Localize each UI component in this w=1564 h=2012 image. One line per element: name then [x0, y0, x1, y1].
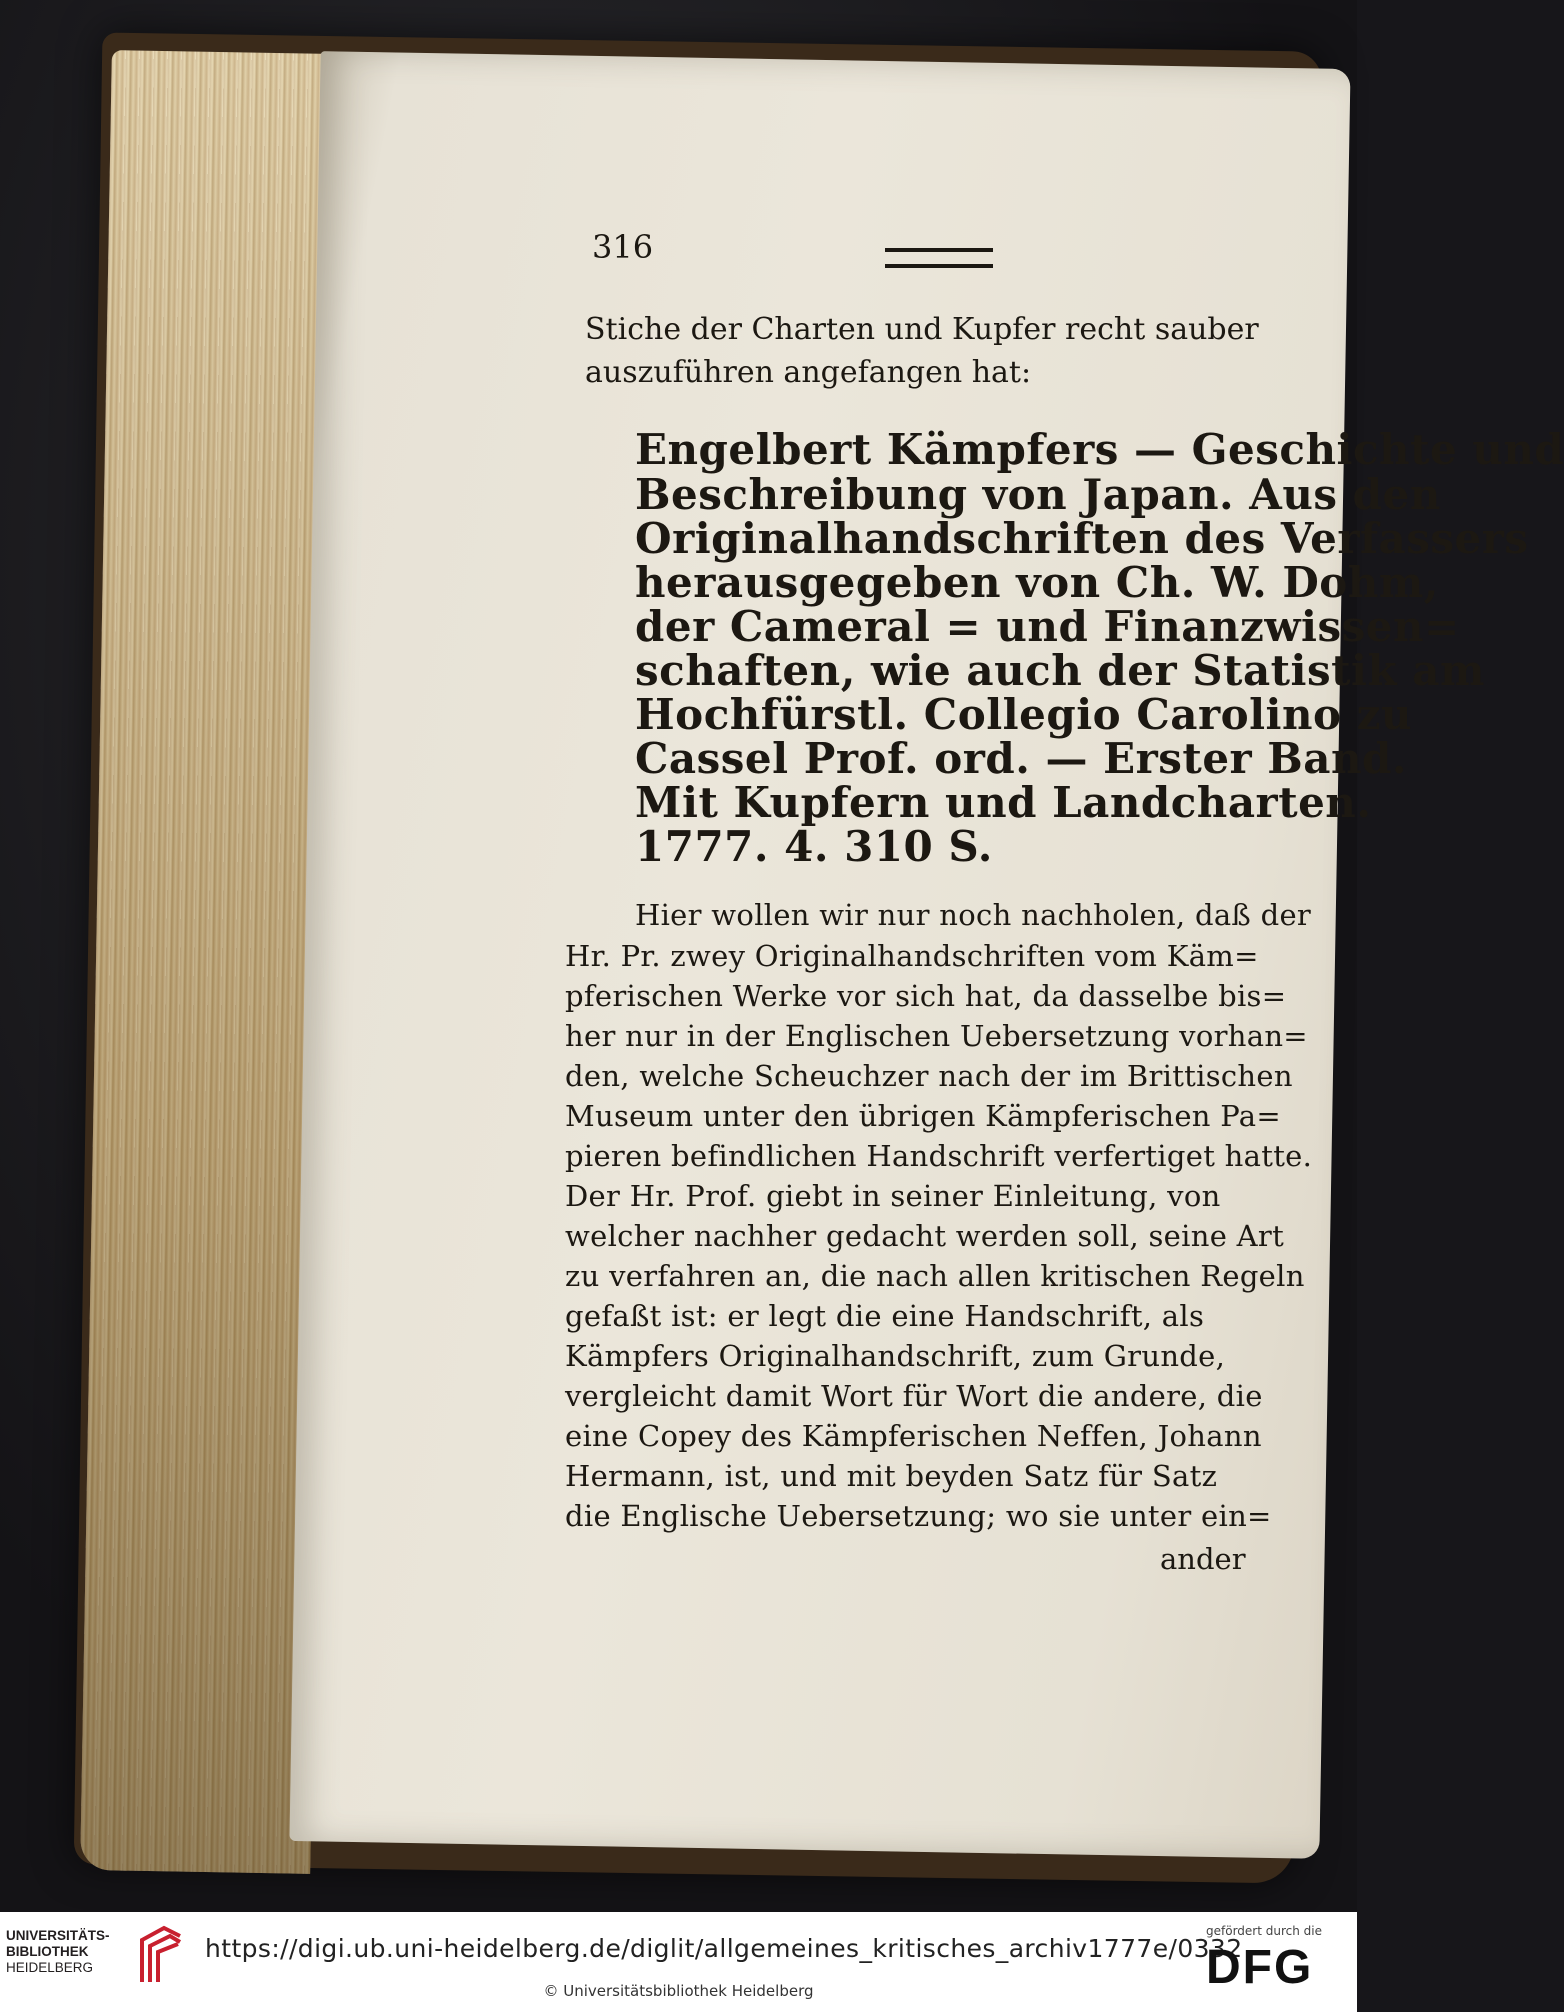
title-line: Mit Kupfern und Landcharten.: [635, 778, 1372, 827]
body-line: Hier wollen wir nur noch nachholen, daß der: [635, 898, 1312, 932]
body-line: pieren befindlichen Handschrift verfertiget hatte.: [565, 1139, 1313, 1173]
library-logo-text: [6, 1928, 116, 1976]
body-line: pferischen Werke vor sich hat, da dasselbe bis=: [565, 979, 1287, 1013]
logo-line: HEIDELBERG: [6, 1960, 94, 1975]
title-line: Beschreibung von Japan. Aus den: [635, 470, 1441, 519]
logo-line: UNIVERSITÄTS-: [6, 1928, 110, 1943]
body-line: Kämpfers Originalhandschrift, zum Grunde,: [565, 1339, 1226, 1373]
library-logo-icon: [134, 1924, 186, 1988]
body-line: Museum unter den übrigen Kämpferischen Pa=: [565, 1099, 1281, 1133]
body-line: her nur in der Englischen Uebersetzung vorhan=: [565, 1019, 1308, 1053]
title-line: 1777. 4. 310 S.: [635, 822, 993, 871]
title-line: Cassel Prof. ord. — Erster Band.: [635, 734, 1408, 783]
logo-line: BIBLIOTHEK: [6, 1944, 89, 1959]
title-line: Originalhandschriften des Verfassers: [635, 514, 1529, 563]
title-line: Hochfürstl. Collegio Carolino zu: [635, 690, 1413, 739]
dfg-logo: DFG: [1206, 1941, 1314, 1994]
body-line: den, welche Scheuchzer nach der im Brittischen: [565, 1059, 1293, 1093]
title-line: schaften, wie auch der Statistik am: [635, 646, 1485, 695]
body-line: vergleicht damit Wort für Wort die andere, die: [565, 1379, 1263, 1413]
body-line: eine Copey des Kämpferischen Neffen, Johann: [565, 1419, 1262, 1453]
body-line: Hr. Pr. zwey Originalhandschriften vom Käm=: [565, 939, 1259, 973]
copyright-text: © Universitätsbibliothek Heidelberg: [543, 1982, 814, 2000]
intro-line: Stiche der Charten und Kupfer recht sauber: [585, 312, 1259, 347]
catchword: ander: [1160, 1542, 1246, 1576]
intro-line: auszuführen angefangen hat:: [585, 355, 1032, 390]
header-rule: [885, 248, 993, 268]
body-line: Hermann, ist, und mit beyden Satz für Satz: [565, 1459, 1218, 1493]
funder-caption: gefördert durch die: [1206, 1924, 1322, 1938]
title-line: der Cameral = und Finanzwissen=: [635, 602, 1460, 651]
permalink-url[interactable]: https://digi.ub.uni-heidelberg.de/diglit/allgemeines_kritisches_archiv1777e/0332: [205, 1934, 1243, 1963]
body-line: welcher nachher gedacht werden soll, seine Art: [565, 1219, 1285, 1253]
title-line: herausgegeben von Ch. W. Dohm,: [635, 558, 1439, 607]
body-line: zu verfahren an, die nach allen kritischen Regeln: [565, 1259, 1305, 1293]
title-line: Engelbert Kämpfers — Geschichte und: [635, 425, 1564, 474]
body-line: Der Hr. Prof. giebt in seiner Einleitung, von: [565, 1179, 1221, 1213]
page-number: 316: [592, 228, 654, 266]
body-line: die Englische Uebersetzung; wo sie unter ein=: [565, 1499, 1272, 1533]
body-line: gefaßt ist: er legt die eine Handschrift, als: [565, 1299, 1205, 1333]
